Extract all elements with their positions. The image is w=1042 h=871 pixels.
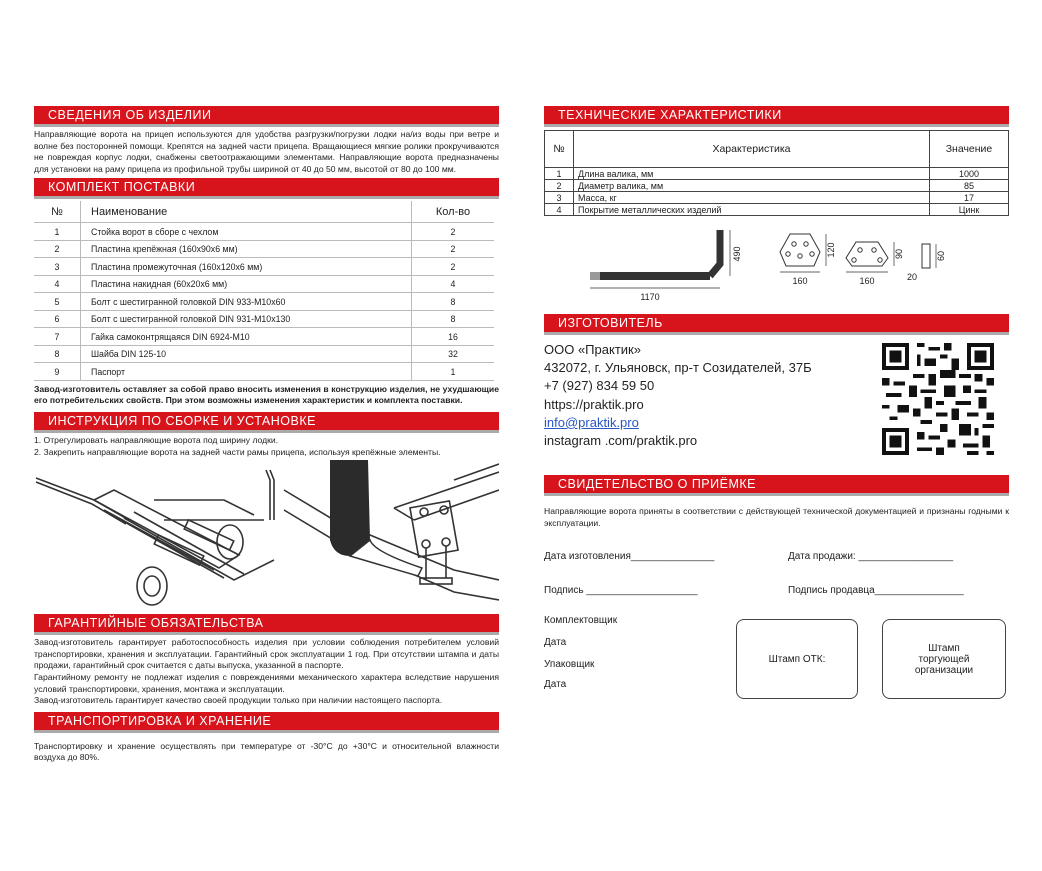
kit-row-n: 3 [34, 258, 81, 276]
acceptance-header: СВИДЕТЕЛЬСТВО О ПРИЁМКЕ [544, 475, 1009, 496]
stamp-otk-box [736, 619, 858, 699]
maker-address: 432072, г. Ульяновск, пр-т Созидателей, 37Б [544, 360, 812, 376]
warranty-header: ГАРАНТИЙНЫЕ ОБЯЗАТЕЛЬСТВА [34, 614, 499, 635]
acceptance-text: Направляющие ворота приняты в соответствии с действующей технической документацией и признаны годными к эксплуатации. [544, 506, 1009, 528]
stamp-otk-label: Штамп ОТК: [768, 653, 826, 665]
dim-plate1-h: 120 [826, 242, 836, 258]
kit-table [34, 201, 494, 381]
kit-row-n: 8 [34, 345, 81, 363]
maker-block [544, 341, 1009, 459]
kit-row-n: 2 [34, 240, 81, 258]
stamp-shop-line1: Штамп [928, 642, 960, 654]
tech-row-value: 85 [930, 180, 1009, 192]
packer2-label: Упаковщик [544, 659, 595, 671]
about-text: Направляющие ворота на прицеп используются для удобства разгрузки/погрузки лодки на/из воды при ветре и волне без посторонней помощи. Крепятся на задней части прицепа. Вращающиеся мягкие ролики прокручиваются не повреждая корпус лодки, снабжены светоотражающими элементами. Направляющие ворота предназначены для установки на раму прицепа из профильной трубы шириной от 40 до 50 мм, высотой от 80 до 100 мм. [34, 129, 499, 174]
tech-row-name: Длина валика, мм [574, 168, 930, 180]
trailer-illustration [34, 460, 499, 610]
install-header: ИНСТРУКЦИЯ ПО СБОРКЕ И УСТАНОВКЕ [34, 412, 499, 433]
tech-col-value: Значение [930, 131, 1009, 168]
kit-col-name: Наименование [81, 201, 412, 223]
tech-table-row [545, 204, 1009, 216]
kit-table-row [34, 275, 494, 293]
tech-row-name: Диаметр валика, мм [574, 180, 930, 192]
kit-table-row [34, 223, 494, 241]
tech-row-value: 1000 [930, 168, 1009, 180]
maker-phone: +7 (927) 834 59 50 [544, 378, 655, 394]
kit-row-n: 1 [34, 223, 81, 241]
kit-table-row [34, 328, 494, 346]
dim-plate2-h: 90 [894, 248, 904, 260]
dim-plate1-w: 160 [792, 276, 808, 286]
kit-row-n: 7 [34, 328, 81, 346]
stamp-shop-line3: организации [914, 664, 974, 676]
tech-table-header [545, 131, 1009, 168]
kit-table-row [34, 345, 494, 363]
made-date-field[interactable]: Дата изготовления_______________ [544, 551, 715, 563]
kit-table-header [34, 201, 494, 223]
packer-title-label: Комплектовщик [544, 615, 618, 627]
kit-row-name: Паспорт [81, 363, 412, 381]
tech-table-row [545, 180, 1009, 192]
kit-row-name: Пластина крепёжная (160х90х6 мм) [81, 240, 412, 258]
kit-row-qty: 2 [412, 240, 495, 258]
dim-post-length: 1170 [640, 292, 660, 302]
install-step-1: 1. Отрегулировать направляющие ворота под ширину лодки. [34, 435, 279, 446]
dim-plate3-h: 60 [936, 250, 946, 262]
kit-row-qty: 32 [412, 345, 495, 363]
kit-table-row [34, 258, 494, 276]
kit-row-qty: 2 [412, 223, 495, 241]
qr-code-icon [882, 343, 994, 455]
tech-row-n: 1 [545, 168, 574, 180]
warranty-p1: Завод-изготовитель гарантирует работоспособность изделия при условии соблюдения потребителем условий транспортировки, хранения и эксплуатации. Гарантийный срок эксплуатации 1 год. При отсутствии штампа и даты продажи, гарантийный срок считается с даты выпуска, указанной в паспорте. [34, 637, 499, 671]
kit-row-name: Пластина накидная (60х20х6 мм) [81, 275, 412, 293]
kit-row-name: Стойка ворот в сборе с чехлом [81, 223, 412, 241]
kit-header: КОМПЛЕКТ ПОСТАВКИ [34, 178, 499, 199]
seller-signature-field[interactable]: Подпись продавца________________ [788, 585, 964, 597]
date2-label: Дата [544, 679, 567, 691]
kit-row-n: 4 [34, 275, 81, 293]
kit-col-qty: Кол-во [412, 201, 495, 223]
signature-field[interactable]: Подпись ____________________ [544, 585, 698, 597]
kit-table-row [34, 293, 494, 311]
dim-post-height: 490 [732, 246, 742, 262]
tech-table-row [545, 192, 1009, 204]
right-column [544, 106, 1009, 729]
kit-col-n: № [34, 201, 81, 223]
maker-header: ИЗГОТОВИТЕЛЬ [544, 314, 1009, 335]
kit-row-name: Шайба DIN 125-10 [81, 345, 412, 363]
about-header: СВЕДЕНИЯ ОБ ИЗДЕЛИИ [34, 106, 499, 127]
kit-row-qty: 16 [412, 328, 495, 346]
maker-company: ООО «Практик» [544, 342, 641, 357]
kit-row-qty: 1 [412, 363, 495, 381]
tech-row-value: 17 [930, 192, 1009, 204]
kit-row-n: 9 [34, 363, 81, 381]
warranty-p2: Гарантийному ремонту не подлежат изделия с повреждениями механического характера вследствие нарушения условий транспортировки, хранения, монтажа и эксплуатации. [34, 672, 499, 694]
tech-col-name: Характеристика [574, 131, 930, 168]
tech-row-n: 3 [545, 192, 574, 204]
kit-row-name: Гайка самоконтрящаяся DIN 6924-M10 [81, 328, 412, 346]
transport-text: Транспортировку и хранение осуществлять при температуре от -30°С до +30°С и относительной влажности воздуха до 80%. [34, 740, 499, 763]
kit-table-row [34, 363, 494, 381]
tech-row-value: Цинк [930, 204, 1009, 216]
tech-row-name: Покрытие металлических изделий [574, 204, 930, 216]
transport-header: ТРАНСПОРТИРОВКА И ХРАНЕНИЕ [34, 712, 499, 733]
maker-site[interactable]: https://praktik.pro [544, 396, 644, 412]
tech-header: ТЕХНИЧЕСКИЕ ХАРАКТЕРИСТИКИ [544, 106, 1009, 127]
install-step-2: 2. Закрепить направляющие ворота на задней части рамы прицепа, используя крепёжные элементы. [34, 446, 441, 457]
maker-instagram[interactable]: instagram .com/praktik.pro [544, 433, 698, 449]
kit-row-name: Пластина промежуточная (160х120х6 мм) [81, 258, 412, 276]
tech-row-name: Масса, кг [574, 192, 930, 204]
kit-table-row [34, 310, 494, 328]
tech-table [544, 130, 1009, 216]
kit-row-name: Болт с шестигранной головкой DIN 931-M10x130 [81, 310, 412, 328]
dim-plate3-w: 20 [906, 272, 918, 282]
dimension-drawings [544, 224, 1009, 304]
left-column [34, 106, 499, 764]
tech-col-n: № [545, 131, 574, 168]
acceptance-fields [544, 529, 1009, 729]
kit-note: Завод-изготовитель оставляет за собой право вносить изменения в конструкцию изделия, не ухудшающие его потребительских свойств. При этом возможны изменения характеристик и комплекта поставки. [34, 383, 499, 406]
tech-row-n: 4 [545, 204, 574, 216]
tech-row-n: 2 [545, 180, 574, 192]
kit-table-row [34, 240, 494, 258]
kit-row-name: Болт с шестигранной головкой DIN 933-M10x60 [81, 293, 412, 311]
kit-row-qty: 4 [412, 275, 495, 293]
maker-email[interactable]: info@praktik.pro [544, 414, 639, 430]
kit-row-qty: 8 [412, 310, 495, 328]
sale-date-field[interactable]: Дата продажи: _________________ [788, 551, 954, 563]
date1-label: Дата [544, 637, 567, 649]
kit-row-qty: 8 [412, 293, 495, 311]
warranty-p3: Завод-изготовитель гарантирует качество своей продукции только при наличии настоящего паспорта. [34, 695, 443, 706]
stamp-shop-box [882, 619, 1006, 699]
kit-row-n: 5 [34, 293, 81, 311]
kit-row-qty: 2 [412, 258, 495, 276]
dim-plate2-w: 160 [859, 276, 875, 286]
kit-row-n: 6 [34, 310, 81, 328]
stamp-shop-line2: торгующей [918, 653, 970, 665]
tech-table-row [545, 168, 1009, 180]
